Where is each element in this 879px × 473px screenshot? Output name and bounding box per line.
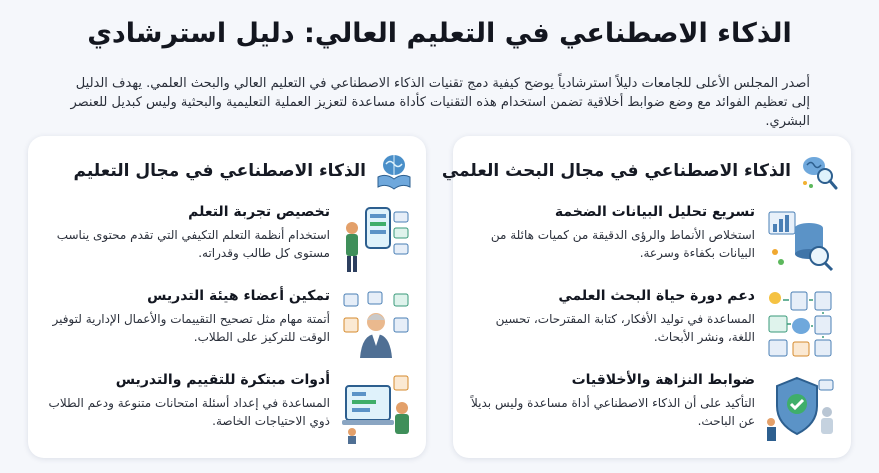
research-card-title: الذكاء الاصطناعي في مجال البحث العلمي [441, 161, 791, 181]
research-item-title: دعم دورة حياة البحث العلمي [558, 288, 755, 304]
education-item-desc: المساعدة في إعداد أسئلة امتحانات متنوعة ودعم الطلاب ذوي الاحتياجات الخاصة. [48, 396, 330, 428]
research-card-header [441, 148, 839, 194]
research-item [465, 372, 837, 458]
brain-magnifier-icon [799, 151, 839, 191]
database-chart-icon [765, 204, 837, 278]
education-card-title: الذكاء الاصطناعي في مجال التعليم [73, 161, 366, 181]
research-item-title: تسريع تحليل البيانات الضخمة [554, 204, 755, 220]
research-item-desc: استخلاص الأنماط والرؤى الدقيقة من كميات هائلة من البيانات بكفاءة وسرعة. [490, 228, 755, 260]
professor-tasks-icon [340, 288, 412, 362]
education-item-desc: استخدام أنظمة التعلم التكيفي التي تقدم محتوى يناسب مستوى كل طالب وقدراته. [56, 228, 330, 260]
page-title: الذكاء الاصطناعي في التعليم العالي: دليل استرشادي [87, 18, 792, 49]
education-item [40, 372, 412, 458]
research-item [465, 288, 837, 374]
education-card-header [40, 148, 414, 194]
education-item-title: أدوات مبتكرة للتقييم والتدريس [115, 372, 330, 388]
research-card [441, 136, 851, 458]
research-item [465, 204, 837, 290]
assessment-tools-icon [340, 372, 412, 446]
research-item-desc: المساعدة في توليد الأفكار، كتابة المقترحات، تحسين اللغة، ونشر الأبحاث. [495, 312, 755, 344]
brain-book-icon [374, 151, 414, 191]
research-item-title: ضوابط النزاهة والأخلاقيات [571, 372, 755, 388]
student-screen-icon [340, 204, 412, 278]
education-item [40, 288, 412, 374]
research-item-desc: التأكيد على أن الذكاء الاصطناعي أداة مساعدة وليس بديلاً عن الباحث. [471, 396, 755, 428]
shield-check-icon [765, 372, 837, 446]
research-cycle-icon [765, 288, 837, 362]
education-item-title: تمكين أعضاء هيئة التدريس [147, 288, 330, 304]
education-item [40, 204, 412, 290]
education-item-desc: أتمتة مهام مثل تصحيح التقييمات والأعمال الإدارية لتوفير الوقت للتركيز على الطلاب. [52, 312, 330, 344]
education-item-title: تخصيص تجربة التعلم [188, 204, 330, 220]
education-card [28, 136, 426, 458]
intro-paragraph: أصدر المجلس الأعلى للجامعات دليلاً استرشادياً يوضح كيفية دمج تقنيات الذكاء الاصطناعي في التعليم العالي والبحث العلمي. يهدف الدليل إلى تعظيم الفوائد مع وضع ضوابط أخلاقية تضمن استخدام هذه التقنيات كأداة مساعدة لتعزيز العملية التعليمية والبحثية وليس كبديل للعنصر البشري. [70, 76, 810, 129]
